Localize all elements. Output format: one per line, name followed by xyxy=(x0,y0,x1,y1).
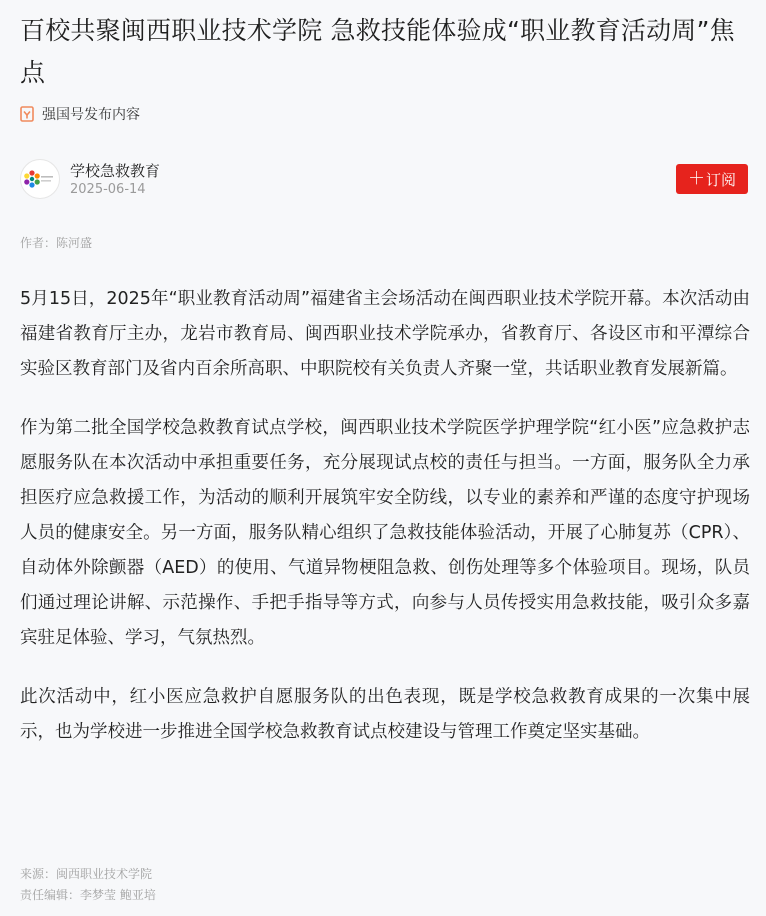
author-row xyxy=(20,158,748,202)
publish-date: 2025-06-14 xyxy=(70,182,146,197)
subscribe-label: 订阅 xyxy=(705,170,736,189)
byline xyxy=(20,234,92,251)
plus-icon: ＋ xyxy=(687,168,705,189)
account-name[interactable]: 学校急救教育 xyxy=(70,162,161,180)
article-title: 百校共聚闽西职业技术学院 急救技能体验成“职业教育活动周”焦点 xyxy=(20,16,735,87)
subscribe-button[interactable] xyxy=(676,164,748,194)
account-logo-icon xyxy=(21,160,59,198)
paragraph: 此次活动中，红小医应急救护自愿服务队的出色表现，既是学校急救教育成果的一次集中展示，也为学校进一步推进全国学校急救教育试点校建设与管理工作奠定坚实基础。 xyxy=(20,687,750,742)
source-label: 来源： xyxy=(20,867,57,881)
source-value: 闽西职业技术学院 xyxy=(56,867,153,881)
author-name: 陈河盛 xyxy=(56,236,93,250)
article-body xyxy=(20,282,750,774)
editor-value: 李梦莹 鲍亚培 xyxy=(80,888,156,902)
editor-line xyxy=(20,885,156,906)
paragraph: 作为第二批全国学校急救教育试点学校，闽西职业技术学院医学护理学院“红小医”应急救护志愿服务队在本次活动中承担重要任务，充分展现试点校的责任与担当。一方面，服务队全力承担医疗应急救援工作，为活动的顺利开展筑牢安全防线，以专业的素养和严谨的态度守护现场人员的健康安全。另一方面，服务队精心组织了急救技能体验活动，开展了心肺复苏（CPR）、自动体外除颤器（AED）的使用、气道异物梗阻急救、创伤处理等多个体验项目。现场，队员们通过理论讲解、示范操作、手把手指导等方式，向参与人员传授实用急救技能，吸引众多嘉宾驻足体验、学习，气氛热烈。 xyxy=(20,418,750,648)
source-line xyxy=(20,864,156,885)
source-tag xyxy=(20,104,140,124)
avatar[interactable] xyxy=(20,159,60,199)
byline-label: 作者： xyxy=(20,236,57,250)
badge-icon xyxy=(20,106,34,122)
editor-label: 责任编辑： xyxy=(20,888,81,902)
paragraph: 5月15日，2025年“职业教育活动周”福建省主会场活动在闽西职业技术学院开幕。本次活动由福建省教育厅主办，龙岩市教育局、闽西职业技术学院承办，省教育厅、各设区市和平潭综合实验区教育部门及省内百余所高职、中职院校有关负责人齐聚一堂，共话职业教育发展新篇。 xyxy=(20,289,750,379)
source-tag-label: 强国号发布内容 xyxy=(42,107,140,123)
article-footer xyxy=(20,864,156,906)
